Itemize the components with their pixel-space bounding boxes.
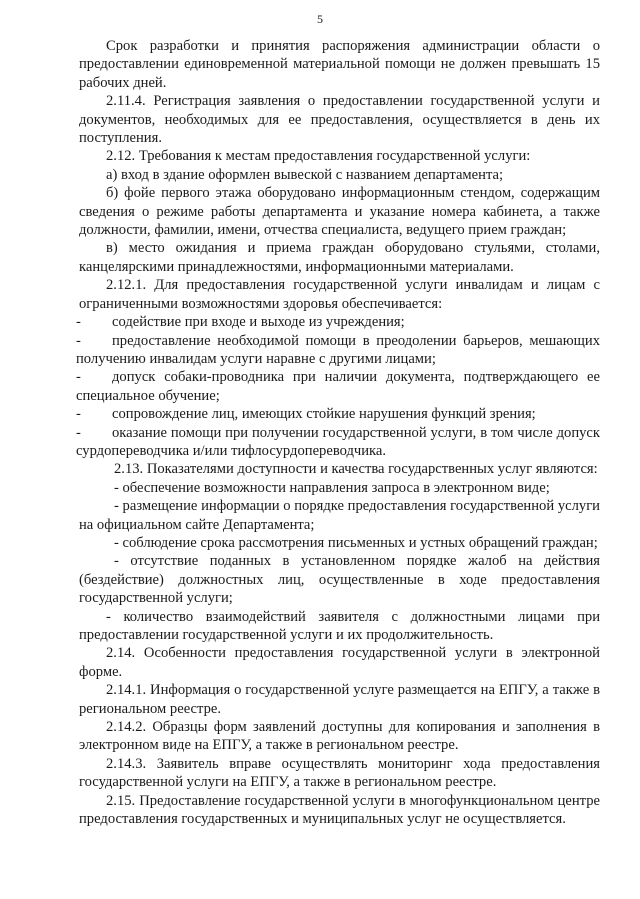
- bullet-item: [76, 332, 600, 369]
- bullet-item: [76, 405, 600, 423]
- paragraph: 2.15. Предоставление государственной услуги в многофункциональном центре предоставления государственных и муниципальных услуг не осуществляется.: [79, 792, 600, 828]
- paragraph: 2.13. Показателями доступности и качества государственных услуг являются:: [114, 461, 598, 478]
- bullet-text: предоставление необходимой помощи в преодолении барьеров, мешающих получению инвалидам услуги наравне с другими лицами;: [76, 332, 600, 367]
- paragraph: - размещение информации о порядке предоставления государственной услуги на официальном сайте Департамента;: [79, 498, 600, 533]
- page-number: 5: [317, 12, 323, 26]
- bullet-text: оказание помощи при получении государственной услуги, в том числе допуск сурдопереводчика и/или тифлосурдопереводчика.: [76, 424, 600, 459]
- paragraph: - отсутствие поданных в установленном порядке жалоб на действия (бездействие) должностных лиц, осуществленные в ходе предоставления государственной услуги;: [79, 553, 600, 607]
- bullet-item: [76, 424, 600, 461]
- bullet-text: сопровождение лиц, имеющих стойкие нарушения функций зрения;: [112, 406, 536, 423]
- bullet-marker: -: [76, 314, 81, 331]
- bullet-marker: -: [76, 332, 81, 349]
- bullet-marker: -: [76, 369, 81, 386]
- paragraph: Срок разработки и принятия распоряжения администрации области о предоставлении единовременной материальной помощи не должен превышать 15 рабочих дней.: [79, 38, 600, 91]
- bullet-item: [76, 368, 600, 405]
- bullet-marker: -: [76, 406, 81, 423]
- bullet-item: [76, 313, 600, 331]
- paragraph: а) вход в здание оформлен вывеской с названием департамента;: [106, 166, 504, 183]
- paragraph: 2.14.1. Информация о государственной услуге размещается на ЕПГУ, а также в региональном реестре.: [79, 682, 600, 717]
- paragraph: - обеспечение возможности направления запроса в электронном виде;: [114, 479, 550, 496]
- bullet-text: содействие при входе и выходе из учреждения;: [112, 314, 405, 331]
- paragraph: 2.12.1. Для предоставления государственной услуги инвалидам и лицам с ограниченными возможностями здоровья обеспечивается:: [79, 277, 600, 312]
- paragraph: - соблюдение срока рассмотрения письменных и устных обращений граждан;: [114, 534, 598, 551]
- bullet-marker: -: [76, 424, 81, 441]
- paragraph: 2.14. Особенности предоставления государственной услуги в электронной форме.: [79, 645, 600, 680]
- paragraph: 2.11.4. Регистрация заявления о предоставлении государственной услуги и документов, необходимых для ее предоставления, осуществляется в день их поступления.: [79, 93, 600, 147]
- paragraph: - количество взаимодействий заявителя с должностными лицами при предоставлении государственной услуги и их продолжительность.: [79, 608, 600, 643]
- document-body: [76, 37, 600, 828]
- bullet-text: допуск собаки-проводника при наличии документа, подтверждающего ее специальное обучение;: [76, 369, 600, 404]
- paragraph: 2.12. Требования к местам предоставления государственной услуги:: [106, 148, 531, 165]
- paragraph: 2.14.2. Образцы форм заявлений доступны для копирования и заполнения в электронном виде на ЕПГУ, а также в региональном реестре.: [79, 719, 600, 754]
- paragraph: в) место ожидания и приема граждан оборудовано стульями, столами, канцелярскими принадлежностями, информационными материалами.: [79, 240, 600, 275]
- paragraph: б) фойе первого этажа оборудовано информационным стендом, содержащим сведения о режиме работы департамента и указание номера кабинета, а также должности, фамилии, имени, отчества специалиста, ведущего прием граждан;: [79, 185, 600, 239]
- paragraph: 2.14.3. Заявитель вправе осуществлять мониторинг хода предоставления государственной услуги на ЕПГУ, а также в региональном реестре.: [79, 755, 600, 791]
